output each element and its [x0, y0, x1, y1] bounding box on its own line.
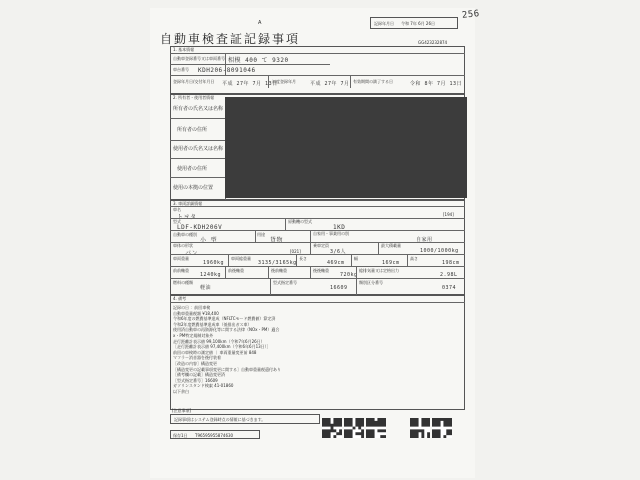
section1-heading: 1. 基本情報	[173, 47, 195, 52]
rr-weight-value: 720kg	[340, 272, 358, 278]
engine-value: 1KD	[333, 224, 346, 231]
model-value: LDF-KDH206V	[177, 224, 223, 231]
first-reg-value: 平成 27年 7月 13日	[222, 81, 278, 87]
type-designation-value: 16609	[330, 285, 348, 291]
first-reg-label: 登録年月日/交付年月日	[173, 79, 215, 84]
maker-label: 車名	[173, 207, 181, 212]
class-value: 0374	[442, 285, 457, 291]
length-value: 469cm	[327, 260, 345, 266]
remark-line: ［構造変更の記載事項変更に関する］自動車重量税還付あり	[173, 366, 281, 372]
use-label: 用途	[257, 232, 265, 237]
qr-code	[366, 418, 386, 438]
serial-number: T96595955874630	[195, 433, 234, 438]
height-value: 198cm	[442, 260, 460, 266]
section2-heading: 2. 所有者・使用者情報	[173, 95, 215, 100]
type-designation-label: 型式指定番号	[273, 280, 297, 285]
issue-date-value: 令和 7年 6月 26日	[401, 21, 435, 26]
notice-text: 記録事項はシステム登録時点の情報に基づきます。	[174, 417, 266, 422]
maker-value: トヨタ	[177, 214, 197, 221]
fuel-label: 燃料の種類	[173, 280, 193, 285]
weight-label: 車両重量	[173, 256, 189, 261]
plate-value: 相模 400 て 9320	[228, 57, 289, 64]
max-load-label: 最大積載量	[381, 243, 401, 248]
maker-code: [194]	[443, 212, 454, 217]
capacity-label: 乗車定員	[313, 243, 329, 248]
user-name-label: 使用者の氏名又は名称	[173, 146, 224, 152]
rr-weight-label: 後後軸重	[313, 268, 329, 273]
remark-line: 自動車重量税額 ¥18,400	[173, 310, 219, 316]
section4-heading: 4. 備考	[173, 296, 187, 301]
issue-date-label: 記録年月日	[374, 21, 394, 26]
body-value: バン	[185, 250, 199, 257]
remarks-list	[173, 305, 281, 395]
user-address-label: 使用者の住所	[177, 166, 208, 172]
section3-heading: 3. 車両詳細情報	[173, 201, 203, 206]
gross-value: 3135/3165kg	[258, 260, 297, 266]
gross-label: 車両総重量	[231, 256, 251, 261]
qr-code	[344, 418, 364, 438]
remark-line: マフラー消音器を後付装着	[173, 355, 221, 361]
max-load-value: 1000/1000kg	[420, 248, 459, 254]
body-code: [021]	[290, 249, 301, 254]
plate-label: 自動車登録番号又は車両番号	[173, 56, 225, 61]
use-value: 貨物	[270, 237, 284, 244]
notice-heading: [注意事項]	[172, 408, 192, 413]
rf-weight-label: 後前軸重	[271, 268, 287, 273]
category-label: 自動車の種別	[173, 232, 197, 237]
height-label: 高さ	[410, 256, 418, 261]
owner-address-label: 所有者の住所	[177, 127, 208, 133]
page-label: 保存1日	[173, 433, 188, 438]
page-serial-box	[170, 430, 260, 439]
chassis-value: KDH206-8091046	[198, 67, 256, 74]
expiry-label: 有効期間の満了する日	[353, 79, 393, 84]
first-year-label: 初度登録年月	[272, 79, 296, 84]
issue-date-box	[370, 17, 458, 29]
class-label: 類別区分番号	[359, 280, 383, 285]
ff-weight-value: 1240kg	[200, 272, 222, 278]
fr-weight-label: 前後軸重	[228, 268, 244, 273]
remark-line: ［型式指定番号］16609	[173, 377, 218, 383]
mark-a: A	[258, 20, 262, 26]
model-label: 型式	[173, 219, 181, 224]
qr-code	[410, 418, 430, 438]
base-location-label: 使用の本拠の位置	[173, 185, 214, 191]
redaction-block	[225, 97, 467, 198]
ff-weight-label: 前前軸重	[173, 268, 189, 273]
width-value: 169cm	[382, 260, 400, 266]
qr-code	[432, 418, 452, 438]
remark-line: ［改造の内容］構造変更	[173, 360, 217, 366]
remark-line: 前回の車検時の測定値 ｜ 車両重量変更前 848	[173, 349, 257, 355]
document-number: GG423232874	[418, 40, 448, 45]
purpose-value: 自家用	[416, 237, 433, 243]
remark-line: 記録の日 ：前回車検	[173, 305, 211, 310]
remark-line: 走行距離計表示値 99,100km（令和7年6月26日）	[173, 338, 265, 344]
qr-code	[322, 418, 342, 438]
document-title: 自動車検査証記録事項	[160, 32, 301, 46]
length-label: 長さ	[299, 256, 307, 261]
remark-line: x・PM特定規制対象外	[173, 332, 214, 338]
category-value: 小 型	[200, 237, 218, 244]
owner-name-label: 所有者の氏名又は名称	[173, 106, 224, 112]
remark-line: 使用済自動車の再資源化等に関する法律（NOx・PM）適合	[173, 327, 280, 333]
remark-line: ［備考欄の記載］構造変更済	[173, 372, 225, 378]
notice-box	[170, 414, 320, 424]
first-year-value: 平成 27年 7月	[310, 81, 350, 87]
width-label: 幅	[354, 256, 358, 261]
displacement-label: 総排気量又は定格出力	[359, 268, 399, 273]
fuel-value: 軽油	[200, 285, 212, 291]
expiry-value: 令和 8年 7月 13日	[410, 81, 463, 87]
engine-label: 原動機の型式	[288, 219, 312, 224]
purpose-label: 自家用・事業用の別	[313, 231, 349, 236]
remark-line: 令和2年度燃費基準達成車（低排出ガス車）	[173, 321, 252, 327]
displacement-value: 2.98L	[440, 272, 458, 278]
remark-line: ガソリンスタンド検索 41-01860	[173, 383, 234, 389]
handwritten-number: 256	[461, 9, 481, 21]
remark-line: 令和6年度の燃費基準達成（NFLTCモード燃費値）算定済	[173, 316, 276, 322]
remark-line: 以下余白	[173, 388, 189, 394]
chassis-label: 車台番号	[173, 67, 189, 72]
remark-line: ［走行距離計表示値 97,400km（令和6年6月13日）］	[173, 344, 271, 350]
body-label: 車体の形状	[173, 243, 193, 248]
capacity-value: 3/6人	[330, 249, 347, 255]
weight-value: 1960kg	[203, 260, 225, 266]
